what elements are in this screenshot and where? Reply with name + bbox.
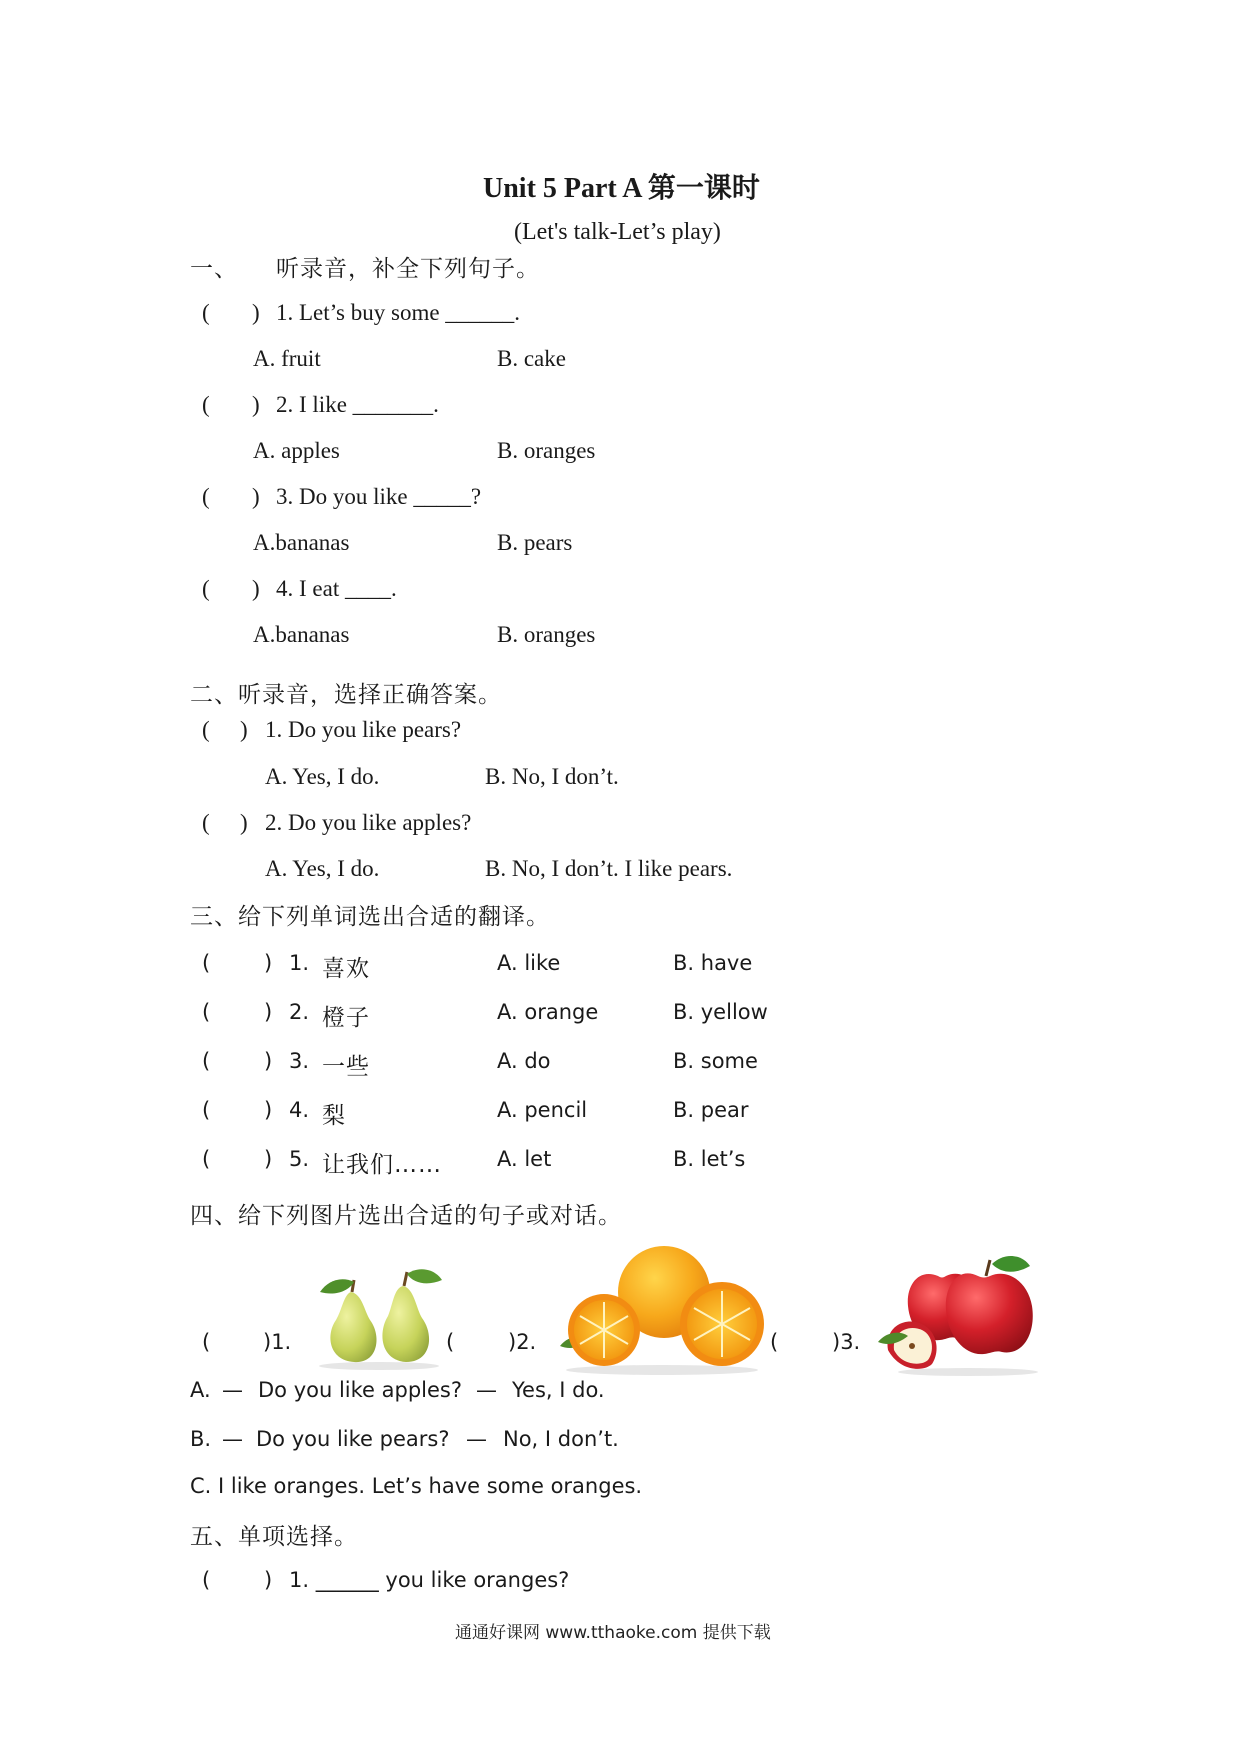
item-number: 5. (289, 1147, 310, 1171)
dialogue-answer: No, I don’t. (503, 1427, 619, 1451)
section2-heading: 二、听录音，选择正确答案。 (190, 682, 502, 708)
answer-paren-open: ( (202, 810, 210, 835)
blank-label: )3. (832, 1330, 861, 1354)
option-b: B. cake (497, 346, 566, 371)
dialogue-dash: — (222, 1427, 243, 1451)
answer-paren-open: ( (202, 1049, 211, 1073)
option-b: B. pears (497, 530, 573, 555)
answer-paren-close: ) (264, 1049, 273, 1073)
answer-paren-close: ) (240, 717, 248, 742)
dialogue-dash: — (222, 1378, 243, 1402)
question-stem: 3. Do you like _____? (276, 484, 482, 509)
answer-paren-open: ( (202, 1000, 211, 1024)
answer-paren-open: ( (202, 300, 210, 325)
dialogue-answer: Yes, I do. (512, 1378, 605, 1402)
item-number: 2. (289, 1000, 310, 1024)
answer-paren-open: ( (202, 484, 210, 509)
answer-paren-open: ( (446, 1330, 455, 1354)
question-stem: 2. I like _______. (276, 392, 439, 417)
answer-paren-open: ( (770, 1330, 779, 1354)
item-number: 3. (289, 1049, 310, 1073)
chinese-word: 梨 (322, 1103, 346, 1129)
option-a: A. Yes, I do. (265, 856, 380, 881)
dialogue-question: Do you like pears? (256, 1427, 450, 1451)
option-a: A.bananas (253, 622, 350, 647)
answer-paren-close: ) (264, 1568, 273, 1592)
answer-paren-open: ( (202, 951, 211, 975)
answer-paren-close: ) (264, 1098, 273, 1122)
option-b: B. oranges (497, 622, 596, 647)
option-a: A. Yes, I do. (265, 764, 380, 789)
answer-paren-close: ) (252, 484, 260, 509)
answer-paren-open: ( (202, 1098, 211, 1122)
page-footer: 通通好课网 www.tthaoke.com 提供下载 (455, 1623, 771, 1643)
question-stem: 4. I eat ____. (276, 576, 397, 601)
oranges-icon (552, 1236, 768, 1376)
answer-paren-open: ( (202, 1568, 211, 1592)
answer-paren-open: ( (202, 392, 210, 417)
option-letter: B. (190, 1427, 212, 1451)
option-a: A.bananas (253, 530, 350, 555)
answer-paren-close: ) (240, 810, 248, 835)
question-stem: 1. Do you like pears? (265, 717, 462, 742)
chinese-word: 让我们…… (322, 1152, 442, 1178)
blank-label: )1. (263, 1330, 292, 1354)
answer-paren-open: ( (202, 1147, 211, 1171)
chinese-word: 喜欢 (322, 956, 370, 982)
section1-number: 一、 (190, 256, 238, 282)
dialogue-dash: — (466, 1427, 487, 1451)
question-stem: 2. Do you like apples? (265, 810, 472, 835)
page-title: Unit 5 Part A 第一课时 (483, 173, 760, 204)
answer-paren-open: ( (202, 717, 210, 742)
option-a: A. fruit (253, 346, 321, 371)
option-b: B. pear (673, 1098, 749, 1122)
option-a: A. pencil (497, 1098, 588, 1122)
option-b: B. let’s (673, 1147, 746, 1171)
answer-paren-open: ( (202, 576, 210, 601)
option-a: A. do (497, 1049, 551, 1073)
blank-label: )2. (508, 1330, 537, 1354)
answer-paren-close: ) (252, 300, 260, 325)
pears-icon (306, 1262, 455, 1370)
option-b: B. No, I don’t. I like pears. (485, 856, 733, 881)
section5-heading: 五、单项选择。 (190, 1524, 358, 1550)
option-a: A. let (497, 1147, 552, 1171)
question-stem: 1. ______ you like oranges? (289, 1568, 570, 1592)
option-b: B. some (673, 1049, 758, 1073)
section4-option-c: C. I like oranges. Let’s have some oranges. (190, 1474, 643, 1498)
option-b: B. have (673, 951, 753, 975)
section3-heading: 三、给下列单词选出合适的翻译。 (190, 904, 550, 930)
option-b: B. yellow (673, 1000, 768, 1024)
option-a: A. like (497, 951, 561, 975)
answer-paren-close: ) (264, 951, 273, 975)
dialogue-question: Do you like apples? (258, 1378, 463, 1402)
option-a: A. orange (497, 1000, 599, 1024)
option-letter: A. (190, 1378, 211, 1402)
chinese-word: 橙子 (322, 1005, 370, 1031)
item-number: 1. (289, 951, 310, 975)
dialogue-dash: — (476, 1378, 497, 1402)
chinese-word: 一些 (322, 1054, 370, 1080)
answer-paren-close: ) (252, 576, 260, 601)
section1-heading: 听录音，补全下列句子。 (276, 256, 540, 282)
answer-paren-close: ) (264, 1147, 273, 1171)
answer-paren-close: ) (264, 1000, 273, 1024)
apples-icon (878, 1246, 1042, 1376)
option-b: B. No, I don’t. (485, 764, 619, 789)
page-subtitle: (Let's talk-Let’s play) (514, 219, 721, 245)
item-number: 4. (289, 1098, 310, 1122)
answer-paren-open: ( (202, 1330, 211, 1354)
option-b: B. oranges (497, 438, 596, 463)
question-stem: 1. Let’s buy some ______. (276, 300, 521, 325)
section4-heading: 四、给下列图片选出合适的句子或对话。 (190, 1203, 622, 1229)
answer-paren-close: ) (252, 392, 260, 417)
option-a: A. apples (253, 438, 340, 463)
